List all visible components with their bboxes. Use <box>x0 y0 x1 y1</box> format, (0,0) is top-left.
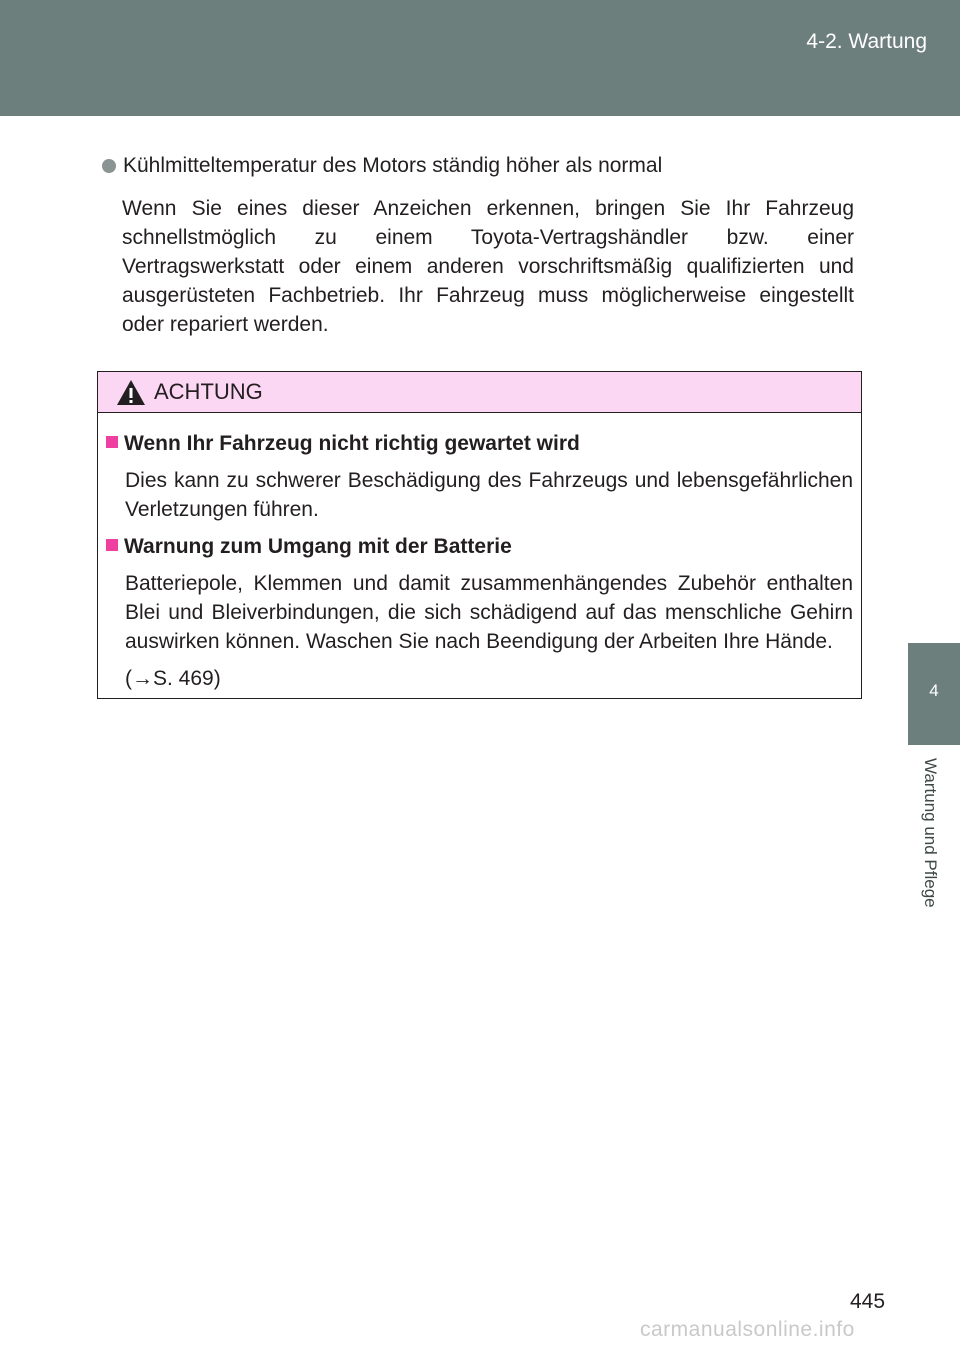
warning-body <box>98 413 861 693</box>
page-number: 445 <box>850 1290 886 1313</box>
bullet-text: Kühlmitteltemperatur des Motors ständig höher als normal <box>123 154 663 177</box>
warning-item-heading: Wenn Ihr Fahrzeug nicht richtig gewartet wird <box>106 429 853 458</box>
pink-square-icon <box>106 539 118 551</box>
warning-title: ACHTUNG <box>154 379 263 404</box>
section-title: 4-2. Wartung <box>806 30 927 53</box>
warning-box <box>97 371 862 699</box>
warning-triangle-icon <box>116 379 146 406</box>
watermark: carmanualsonline.info <box>640 1318 855 1341</box>
warning-item-text: Dies kann zu schwerer Beschädigung des Fahrzeugs und lebensgefährlichen Verletzungen führen. <box>125 469 853 521</box>
bullet-item <box>102 151 854 180</box>
page-reference-link[interactable]: (→S. 469) <box>125 667 221 690</box>
warning-item-text: Batteriepole, Klemmen und damit zusammenhängendes Zubehör enthalten Blei und Bleiverbindungen, die sich schädigend auf das menschliche Gehirn auswirken können. Waschen Sie nach Beendigung der Arbeiten Ihre Hände. <box>125 572 853 653</box>
bullet-dot-icon <box>102 159 116 173</box>
main-content <box>122 151 854 339</box>
chapter-number: 4 <box>929 681 939 700</box>
pink-square-icon <box>106 436 118 448</box>
warning-item-heading: Warnung zum Umgang mit der Batterie <box>106 532 853 561</box>
body-paragraph: Wenn Sie eines dieser Anzeichen erkennen, bringen Sie Ihr Fahrzeug schnellstmöglich zu einem Toyota-Vertragshändler bzw. einer Vertragswerkstatt oder einem anderen vorschriftsmäßig qualifizierten und ausgerüsteten Fachbetrieb. Ihr Fahrzeug muss möglicherweise eingestellt oder repariert werden. <box>122 197 854 336</box>
chapter-label: Wartung und Pflege <box>921 758 940 908</box>
chapter-tab <box>908 643 960 745</box>
page-header <box>0 0 960 116</box>
warning-header <box>98 372 861 413</box>
